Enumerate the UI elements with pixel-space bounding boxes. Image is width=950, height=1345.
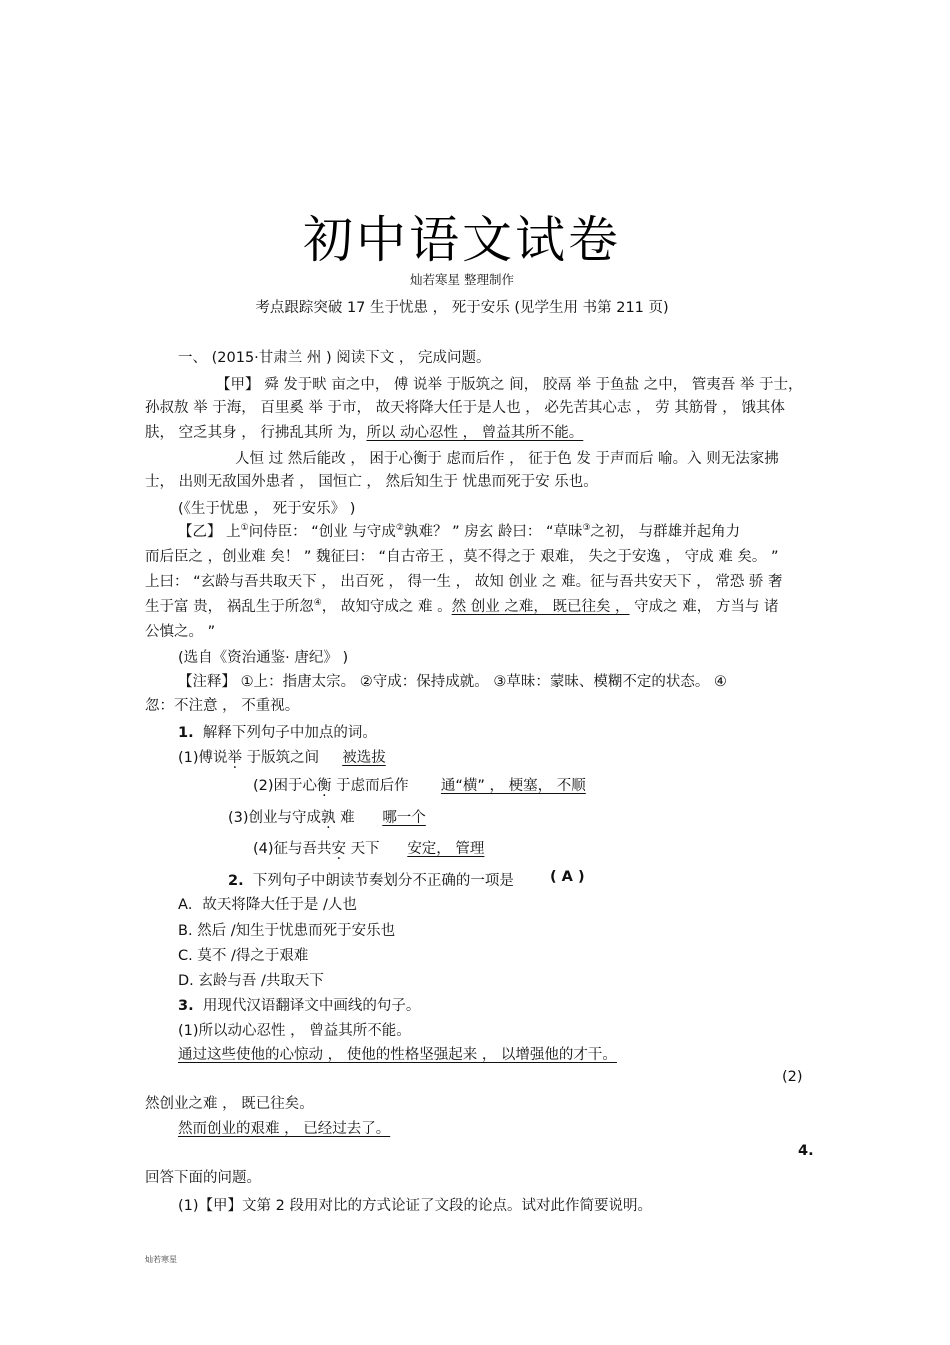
yi-line-1-d: 之初， 与群雄并起角力 bbox=[590, 524, 741, 540]
jia-underlined-sentence: 所以 动心忍性 ， 曾益其所不能。 bbox=[366, 425, 584, 441]
jia-line-1: 【甲】 舜 发于畎 亩之中， 傅 说举 于版筑之 间， 胶鬲 举 于鱼盐 之中， 管夷吾 举 于士， bbox=[216, 377, 803, 393]
q1-item-3-post: 难 bbox=[340, 810, 355, 826]
question-4-text: 回答下面的问题。 bbox=[145, 1170, 261, 1186]
q4-sentence-1: (1)【甲】文第 2 段用对比的方式论证了文段的论点。试对此作简要说明。 bbox=[178, 1198, 652, 1214]
q3-sentence-2-number: (2) bbox=[782, 1069, 803, 1085]
q1-item-1-answer: 被选拔 bbox=[342, 750, 386, 766]
q2-option-b: B. 然后 /知生于忧患而死于安乐也 bbox=[178, 923, 396, 939]
question-3-text: 用现代汉语翻译文中画线的句子。 bbox=[202, 998, 421, 1014]
question-2-answer: ( A ) bbox=[550, 869, 585, 885]
q1-item-2 bbox=[253, 774, 586, 795]
yi-line-4-b: ， 故知守成之 难 。 bbox=[321, 599, 452, 615]
jia-source: (《生于忧患 ， 死于安乐》 ) bbox=[178, 501, 356, 517]
q2-option-a: A．故天将降大任于是 /人也 bbox=[178, 897, 357, 913]
q3-sentence-2: 然创业之难 ， 既已往矣。 bbox=[145, 1096, 314, 1112]
question-2-number: 2. bbox=[228, 873, 244, 889]
q1-item-3-answer: 哪一个 bbox=[382, 810, 426, 826]
q1-item-4-dotted-word: 安 bbox=[331, 841, 347, 857]
question-4-number: 4. bbox=[798, 1143, 814, 1159]
subtitle: 考点跟踪突破 17 生于忧患 ， 死于安乐 (见学生用 书第 211 页) bbox=[255, 300, 669, 316]
yi-source: (选自《资治通鉴· 唐纪》 ) bbox=[178, 650, 349, 666]
note-marker-3: ③ bbox=[582, 523, 591, 534]
page-footer: 灿若寒星 bbox=[145, 1255, 177, 1264]
question-1-heading bbox=[178, 721, 377, 742]
jia-line-2: 孙叔敖 举 于海， 百里奚 举 于市， 故天将降大任于是人也 ， 必先苦其心志 ， 劳 其筋骨 ， 饿其体 bbox=[145, 400, 785, 416]
yi-line-1 bbox=[178, 520, 740, 541]
q2-option-c: C. 莫不 /得之于艰难 bbox=[178, 948, 309, 964]
question-2-text: 下列句子中朗读节奏划分不正确的一项是 bbox=[252, 873, 514, 889]
question-3-heading bbox=[178, 994, 420, 1015]
q1-item-4-answer: 安定， 管理 bbox=[407, 841, 485, 857]
notes-line-2: 忽：不注意 ， 不重视。 bbox=[145, 698, 300, 714]
yi-line-1-a: 【乙】 上 bbox=[178, 524, 241, 540]
yi-line-4 bbox=[145, 595, 779, 616]
q1-item-1-post: 于版筑之间 bbox=[246, 750, 320, 766]
q3-answer-1: 通过这些使他的心惊动 ， 使他的性格坚强起来 ， 以增强他的才干。 bbox=[178, 1047, 617, 1063]
note-marker-4: ④ bbox=[313, 598, 322, 609]
q1-item-3 bbox=[228, 806, 426, 827]
question-3-number: 3. bbox=[178, 998, 194, 1014]
yi-line-5: 公慎之。 ” bbox=[145, 624, 216, 640]
question-2-heading bbox=[228, 869, 514, 890]
q3-answer-2: 然而创业的艰难 ， 已经过去了。 bbox=[178, 1121, 391, 1137]
yi-line-4-c: 守成之 难， 方当与 诸 bbox=[629, 599, 779, 615]
q1-item-3-dotted-word: 孰 bbox=[321, 810, 336, 826]
yi-line-2: 而后臣之 ，创业难 矣！ ” 魏征曰： “自古帝王 ，莫不得之于 艰难， 失之于安逸 ， 守成 难 矣。 ” bbox=[145, 549, 779, 565]
jia-line-3 bbox=[145, 421, 583, 442]
jia-line-3-text: 肤， 空乏其身 ， 行拂乱其所 为， bbox=[145, 425, 367, 441]
q1-item-4-post: 天下 bbox=[350, 841, 380, 857]
note-marker-1: ① bbox=[240, 523, 249, 534]
q1-item-2-answer: 通“横” ， 梗塞， 不顺 bbox=[440, 778, 586, 794]
question-1-number: 1. bbox=[178, 725, 194, 741]
q1-item-1-dotted-word: 举 bbox=[227, 750, 243, 766]
q3-sentence-1: (1)所以动心忍性 ， 曾益其所不能。 bbox=[178, 1023, 411, 1039]
yi-line-4-a: 生于富 贵， 祸乱生于所忽 bbox=[145, 599, 314, 615]
section-one-heading: 一、 (2015·甘肃兰 州 ) 阅读下文 ， 完成问题。 bbox=[178, 350, 491, 366]
note-marker-2: ② bbox=[395, 523, 404, 534]
author-line: 灿若寒星 整理制作 bbox=[410, 272, 514, 287]
document-title: 初中语文试卷 bbox=[303, 211, 621, 269]
yi-underlined-sentence: 然 创业 之难， 既已往矣 ， bbox=[451, 599, 630, 615]
q1-item-2-pre: (2)困于心 bbox=[253, 778, 318, 794]
q1-item-4-pre: (4)征与吾共 bbox=[253, 841, 332, 857]
yi-line-3: 上曰： “玄龄与吾共取天下 ， 出百死 ， 得一生 ， 故知 创业 之 难。征与吾共安天下 ， 常恐 骄 奢 bbox=[145, 574, 783, 590]
jia-para2-line-1: 人恒 过 然后能改 ， 困于心衡于 虑而后作 ， 征于色 发 于声而后 喻。入 则无法家拂 bbox=[235, 451, 779, 467]
q1-item-1-pre: (1)傅说 bbox=[178, 750, 228, 766]
jia-para2-line-2: 士， 出则无敌国外患者 ， 国恒亡 ， 然后知生于 忧患而死于安 乐也。 bbox=[145, 474, 598, 490]
yi-line-1-b: 问侍臣： “创业 与守成 bbox=[248, 524, 396, 540]
notes-line-1: 【注释】 ①上：指唐太宗。 ②守成：保持成就。 ③草昧：蒙昧、模糊不定的状态。 ④ bbox=[178, 674, 727, 690]
q1-item-3-pre: (3)创业与守成 bbox=[228, 810, 322, 826]
yi-line-1-c: 孰难？ ” 房玄 龄曰： “草昧 bbox=[404, 524, 583, 540]
q1-item-1 bbox=[178, 746, 386, 767]
q2-option-d: D. 玄龄与吾 /共取天下 bbox=[178, 973, 324, 989]
q1-item-2-post: 于虑而后作 bbox=[336, 778, 409, 794]
q1-item-2-dotted-word: 衡 bbox=[317, 778, 332, 794]
q1-item-4 bbox=[253, 837, 484, 858]
question-1-text: 解释下列句子中加点的词。 bbox=[202, 725, 377, 741]
